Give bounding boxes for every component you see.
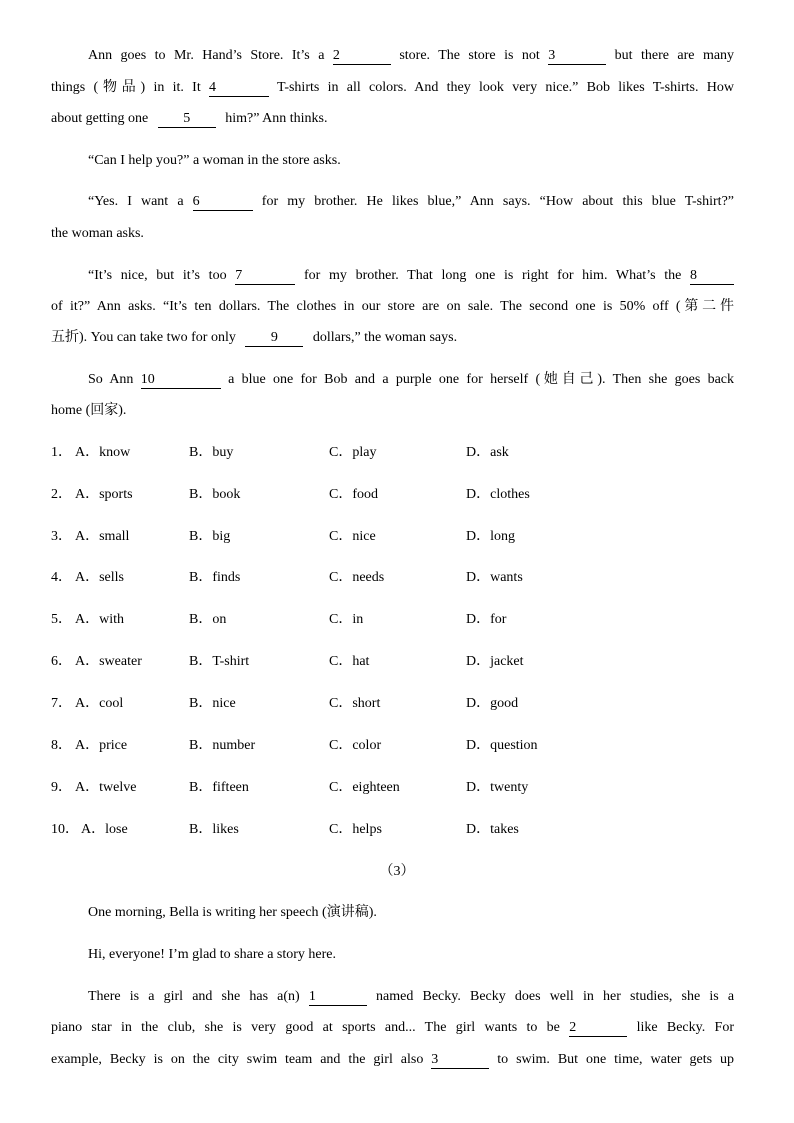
question-number: 7． [51, 696, 72, 711]
option-d: D．wants [466, 570, 523, 585]
passage-text: piano star in the club, she is very good at sports and... The girl wants to be [51, 1020, 560, 1035]
option-a: A．price [75, 738, 128, 753]
question-number: 3． [51, 529, 72, 544]
question-number: 2． [51, 487, 72, 502]
blank-3: 3 [548, 48, 606, 65]
passage-text: him?” Ann thinks. [225, 111, 328, 126]
option-d: D．long [466, 529, 515, 544]
passage-text: 五折). You can take two for only [51, 330, 236, 345]
blank-6: 6 [193, 194, 253, 211]
passage-line [51, 109, 734, 129]
passage-text: but there are many [614, 48, 735, 63]
blank-s3-3: 3 [431, 1052, 489, 1069]
question-row [51, 568, 734, 588]
option-c: C．eighteen [329, 780, 400, 795]
option-b: B．on [189, 612, 227, 627]
blank-8: 8 [690, 268, 734, 285]
option-c: C．hat [329, 654, 370, 669]
option-c: C．in [329, 612, 364, 627]
passage-text: about getting one [51, 111, 149, 126]
option-a: A．sports [75, 487, 133, 502]
option-a: A．lose [81, 822, 128, 837]
passage-text: “Yes. I want a [88, 194, 184, 209]
option-b: B．nice [189, 696, 236, 711]
passage-text: a blue one for Bob and a purple one for herself (她自己). Then she goes back [228, 372, 735, 387]
option-b: B．number [189, 738, 256, 753]
passage-line [51, 1018, 734, 1038]
passage-text: There is a girl and she has a(n) [88, 989, 300, 1004]
passage-line [88, 370, 734, 390]
question-row [51, 736, 734, 756]
blank-7: 7 [235, 268, 295, 285]
question-row [51, 694, 734, 714]
question-number: 8． [51, 738, 72, 753]
option-b: B．buy [189, 445, 234, 460]
passage-line [88, 266, 734, 286]
question-row [51, 443, 734, 463]
option-a: A．with [75, 612, 124, 627]
option-b: B．book [189, 487, 241, 502]
section-heading: （3） [379, 864, 415, 879]
passage-line [88, 987, 734, 1007]
question-row [51, 527, 734, 547]
passage-text: things (物品) in it. It [51, 80, 201, 95]
blank-s3-2: 2 [569, 1020, 627, 1037]
blank-9: 9 [245, 330, 303, 347]
option-c: C．helps [329, 822, 382, 837]
question-number: 4． [51, 570, 72, 585]
passage-line: Hi, everyone! I’m glad to share a story here. [88, 947, 337, 962]
blank-2: 2 [333, 48, 391, 65]
question-number: 10． [51, 822, 79, 837]
passage-text: for my brother. He likes blue,” Ann says. “How about this blue T-shirt?” [261, 194, 735, 209]
passage-text: “It’s nice, but it’s too [88, 268, 227, 283]
blank-4: 4 [209, 80, 269, 97]
passage-line [51, 1050, 734, 1070]
passage-line: the woman asks. [51, 226, 144, 241]
passage-text: Ann goes to Mr. Hand’s Store. It’s a [88, 48, 325, 63]
question-number: 9． [51, 780, 72, 795]
blank-5: 5 [158, 111, 216, 128]
passage-line: “Can I help you?” a woman in the store asks. [88, 153, 341, 168]
passage-text: T-shirts in all colors. And they look very nice.” Bob likes T-shirts. How [277, 80, 735, 95]
option-d: D．good [466, 696, 519, 711]
passage-text: store. The store is not [399, 48, 540, 63]
passage-text: for my brother. That long one is right for him. What’s the [303, 268, 682, 283]
option-b: B．T-shirt [189, 654, 250, 669]
passage-line: home (回家). [51, 403, 127, 418]
option-c: C．play [329, 445, 377, 460]
passage-text: example, Becky is on the city swim team and the girl also [51, 1052, 424, 1067]
option-d: D．twenty [466, 780, 529, 795]
option-d: D．for [466, 612, 507, 627]
passage-line [88, 46, 734, 66]
passage-text: dollars,” the woman says. [312, 330, 458, 345]
option-c: C．food [329, 487, 378, 502]
option-d: D．takes [466, 822, 519, 837]
option-a: A．small [75, 529, 130, 544]
option-d: D．question [466, 738, 538, 753]
option-a: A．sweater [75, 654, 142, 669]
passage-line [51, 328, 734, 348]
option-b: B．likes [189, 822, 239, 837]
option-b: B．big [189, 529, 231, 544]
passage-text: like Becky. For [636, 1020, 735, 1035]
question-row [51, 485, 734, 505]
question-row [51, 778, 734, 798]
passage-text: named Becky. Becky does well in her studies, she is a [376, 989, 735, 1004]
option-b: B．finds [189, 570, 241, 585]
passage-line: of it?” Ann asks. “It’s ten dollars. The clothes in our store are on sale. The second one is 50% off (第二件 [51, 299, 734, 314]
option-d: D．jacket [466, 654, 524, 669]
passage-text: So Ann [88, 372, 134, 387]
question-number: 1． [51, 445, 72, 460]
blank-10: 10 [141, 372, 221, 389]
option-d: D．clothes [466, 487, 530, 502]
question-row [51, 820, 734, 840]
option-c: C．needs [329, 570, 385, 585]
option-a: A．sells [75, 570, 124, 585]
blank-s3-1: 1 [309, 989, 367, 1006]
option-c: C．short [329, 696, 381, 711]
option-a: A．know [75, 445, 131, 460]
question-row [51, 610, 734, 630]
option-a: A．twelve [75, 780, 137, 795]
passage-line [88, 192, 734, 212]
question-number: 5． [51, 612, 72, 627]
passage-line: One morning, Bella is writing her speech (演讲稿). [88, 905, 377, 920]
passage-line [51, 78, 734, 98]
question-row [51, 652, 734, 672]
option-c: C．nice [329, 529, 376, 544]
option-b: B．fifteen [189, 780, 249, 795]
option-a: A．cool [75, 696, 124, 711]
passage-text: to swim. But one time, water gets up [497, 1052, 735, 1067]
option-d: D．ask [466, 445, 509, 460]
option-c: C．color [329, 738, 382, 753]
question-number: 6． [51, 654, 72, 669]
